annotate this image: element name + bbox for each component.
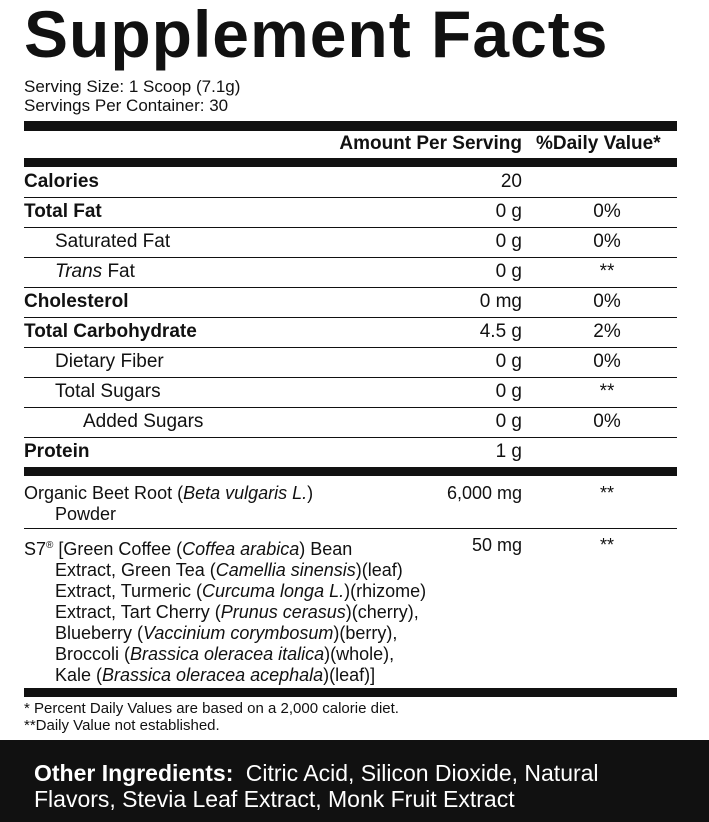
nutrient-amount: 0 g	[495, 381, 522, 402]
ingredient-s7-blend	[24, 535, 677, 685]
thick-rule-ingredients	[24, 467, 677, 476]
nutrient-amount: 1 g	[495, 441, 522, 462]
beet-latin-name: Beta vulgaris L.	[183, 483, 308, 503]
beet-close: )	[307, 483, 314, 503]
s7-text: )(rhizome)	[344, 581, 427, 601]
nutrient-daily-value: 0%	[593, 351, 621, 372]
registered-mark: ®	[46, 540, 54, 551]
nutrient-name: Saturated Fat	[55, 231, 171, 252]
trans-fat-suffix: Fat	[102, 261, 135, 282]
s7-line-6	[24, 644, 429, 665]
divider-ingredients	[24, 528, 677, 529]
ingredient-name	[24, 535, 429, 686]
nutrient-amount: 0 g	[495, 231, 522, 252]
nutrient-row-calories	[24, 168, 677, 198]
s7-text: )(cherry),	[345, 602, 419, 622]
nutrient-amount: 0 g	[495, 351, 522, 372]
nutrient-daily-value: 2%	[593, 321, 621, 342]
ingredient-beet-root	[24, 483, 677, 527]
s7-line-3	[24, 581, 429, 602]
other-ingredients-label: Other Ingredients:	[34, 760, 234, 786]
ingredient-daily-value: **	[599, 483, 614, 503]
panel-title: Supplement Facts	[24, 0, 609, 71]
s7-latin: Camellia sinensis	[215, 560, 356, 580]
s7-text: Blueberry (	[55, 623, 144, 643]
thick-rule-header	[24, 158, 677, 167]
s7-brand: S7	[24, 539, 47, 559]
s7-line-4	[24, 602, 429, 623]
nutrient-amount: 4.5 g	[479, 321, 522, 342]
nutrient-daily-value: **	[599, 381, 615, 402]
s7-text: [Green Coffee (	[53, 539, 183, 559]
s7-latin: Vaccinium corymbosum	[143, 623, 334, 643]
servings-per-container: Servings Per Container: 30	[24, 96, 229, 115]
nutrient-name: Added Sugars	[83, 411, 204, 432]
ingredient-name	[24, 483, 429, 525]
nutrient-name: Total Fat	[24, 201, 102, 222]
nutrient-row-added-sugars	[24, 408, 677, 438]
s7-latin: Brassica oleracea italica	[130, 644, 325, 664]
s7-text: )(whole),	[324, 644, 395, 664]
beet-name: Organic Beet Root (	[24, 483, 184, 503]
thick-rule-bottom	[24, 688, 677, 697]
nutrient-daily-value: **	[599, 261, 615, 282]
s7-text: ) Bean	[299, 539, 353, 559]
footnote-daily-values: * Percent Daily Values are based on a 2,000 calorie diet.	[24, 700, 399, 717]
trans-italic: Trans	[55, 261, 103, 282]
nutrient-row-cholesterol	[24, 288, 677, 318]
nutrient-name: Total Sugars	[55, 381, 161, 402]
nutrient-row-protein	[24, 438, 677, 468]
s7-line-2	[24, 560, 429, 581]
nutrient-row-total-sugars	[24, 378, 677, 408]
nutrient-name: Cholesterol	[24, 291, 129, 312]
nutrient-daily-value: 0%	[593, 231, 621, 252]
s7-line-7	[24, 665, 429, 686]
nutrient-name: Protein	[24, 441, 90, 462]
s7-latin: Prunus cerasus	[220, 602, 346, 622]
amount-per-serving-header: Amount Per Serving	[339, 133, 522, 154]
nutrient-name	[55, 261, 135, 283]
ingredient-amount: 50 mg	[471, 535, 522, 555]
other-ingredients-band	[0, 740, 709, 822]
serving-size: Serving Size: 1 Scoop (7.1g)	[24, 77, 241, 96]
s7-latin: Coffea arabica	[182, 539, 300, 559]
s7-text: Extract, Green Tea (	[55, 560, 216, 580]
nutrient-amount: 0 mg	[479, 291, 522, 312]
s7-latin: Curcuma longa L.	[202, 581, 345, 601]
ingredient-daily-value: **	[599, 535, 614, 555]
s7-line-5	[24, 623, 429, 644]
nutrient-row-saturated-fat	[24, 228, 677, 258]
s7-latin: Brassica oleracea acephala	[102, 665, 324, 685]
nutrient-daily-value: 0%	[593, 411, 621, 432]
beet-name-cont: Powder	[55, 504, 117, 524]
s7-line-1	[24, 535, 429, 560]
nutrient-amount: 0 g	[495, 261, 522, 282]
nutrient-row-dietary-fiber	[24, 348, 677, 378]
nutrient-name: Dietary Fiber	[55, 351, 164, 372]
s7-text: Kale (	[55, 665, 103, 685]
ingredient-amount: 6,000 mg	[446, 483, 522, 503]
daily-value-header: %Daily Value*	[536, 133, 661, 154]
s7-text: Extract, Tart Cherry (	[55, 602, 221, 622]
nutrient-row-total-fat	[24, 198, 677, 228]
nutrient-daily-value: 0%	[593, 201, 621, 222]
nutrient-amount: 0 g	[495, 411, 522, 432]
footnote-not-established: **Daily Value not established.	[24, 717, 220, 734]
thick-rule-top	[24, 121, 677, 131]
nutrient-name: Total Carbohydrate	[24, 321, 197, 342]
nutrient-row-trans-fat	[24, 258, 677, 288]
other-ingredients-text: Citric Acid, Silicon Dioxide, Natural Flavors, Stevia Leaf Extract, Monk Fruit Extract	[34, 760, 599, 812]
s7-text: )(leaf)	[355, 560, 403, 580]
nutrient-amount: 20	[500, 171, 522, 192]
s7-text: Broccoli (	[55, 644, 131, 664]
s7-text: )(leaf)]	[323, 665, 376, 685]
nutrient-daily-value: 0%	[593, 291, 621, 312]
s7-text: )(berry),	[333, 623, 398, 643]
nutrient-amount: 0 g	[495, 201, 522, 222]
s7-text: Extract, Turmeric (	[55, 581, 203, 601]
nutrient-row-total-carbohydrate	[24, 318, 677, 348]
nutrient-name: Calories	[24, 171, 99, 192]
